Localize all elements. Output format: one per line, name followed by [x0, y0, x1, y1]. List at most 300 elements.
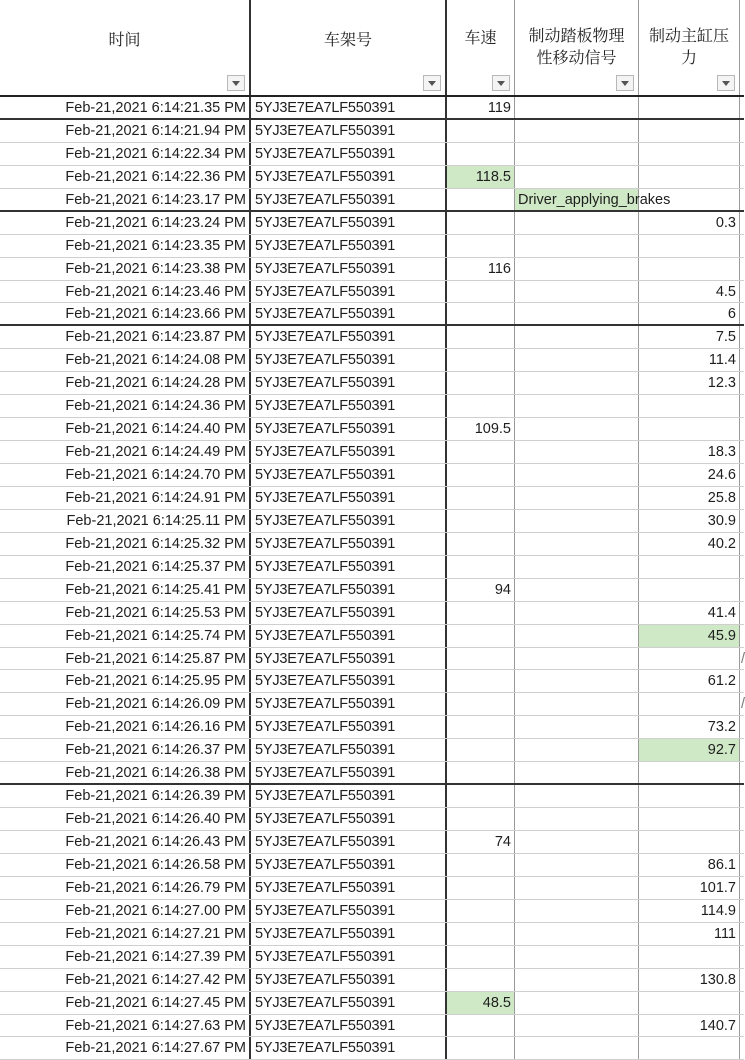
- vin-cell[interactable]: 5YJ3E7EA7LF550391: [251, 166, 447, 188]
- header-time[interactable]: [0, 0, 251, 95]
- speed-cell[interactable]: [447, 372, 515, 394]
- vin-cell[interactable]: 5YJ3E7EA7LF550391: [251, 1015, 447, 1037]
- pedal-signal-cell[interactable]: [515, 808, 639, 830]
- table-row[interactable]: [0, 143, 744, 166]
- speed-cell[interactable]: [447, 693, 515, 715]
- speed-cell[interactable]: [447, 785, 515, 807]
- pedal-signal-cell[interactable]: [515, 143, 639, 165]
- vin-cell[interactable]: 5YJ3E7EA7LF550391: [251, 326, 447, 348]
- header-pressure[interactable]: [639, 0, 740, 95]
- next-column-cell[interactable]: [740, 992, 744, 1014]
- table-row[interactable]: [0, 877, 744, 900]
- next-column-cell[interactable]: [740, 946, 744, 968]
- filter-button-pressure[interactable]: [717, 75, 735, 91]
- pedal-signal-cell[interactable]: [515, 670, 639, 692]
- speed-cell[interactable]: 118.5: [447, 166, 515, 188]
- time-cell[interactable]: Feb-21,2021 6:14:27.42 PM: [0, 969, 251, 991]
- pressure-cell[interactable]: 30.9: [639, 510, 740, 532]
- vin-cell[interactable]: 5YJ3E7EA7LF550391: [251, 923, 447, 945]
- pressure-cell[interactable]: 6: [639, 303, 740, 324]
- time-cell[interactable]: Feb-21,2021 6:14:25.53 PM: [0, 602, 251, 624]
- pressure-cell[interactable]: 18.3: [639, 441, 740, 463]
- table-row[interactable]: [0, 487, 744, 510]
- speed-cell[interactable]: 116: [447, 258, 515, 280]
- next-column-cell[interactable]: [740, 556, 744, 578]
- pedal-signal-cell[interactable]: [515, 739, 639, 761]
- table-row[interactable]: [0, 258, 744, 281]
- pedal-signal-cell[interactable]: [515, 281, 639, 303]
- pedal-signal-cell[interactable]: [515, 326, 639, 348]
- vin-cell[interactable]: 5YJ3E7EA7LF550391: [251, 877, 447, 899]
- pedal-signal-cell[interactable]: [515, 992, 639, 1014]
- next-column-cell[interactable]: [740, 1015, 744, 1037]
- next-column-cell[interactable]: [740, 579, 744, 601]
- next-column-cell[interactable]: [740, 854, 744, 876]
- vin-cell[interactable]: 5YJ3E7EA7LF550391: [251, 648, 447, 670]
- pressure-cell[interactable]: 114.9: [639, 900, 740, 922]
- next-column-cell[interactable]: [740, 510, 744, 532]
- speed-cell[interactable]: [447, 303, 515, 324]
- time-cell[interactable]: Feb-21,2021 6:14:24.36 PM: [0, 395, 251, 417]
- time-cell[interactable]: Feb-21,2021 6:14:23.87 PM: [0, 326, 251, 348]
- pedal-signal-cell[interactable]: [515, 1037, 639, 1059]
- next-column-cell[interactable]: /: [741, 650, 745, 667]
- pressure-cell[interactable]: [639, 166, 740, 188]
- speed-cell[interactable]: 109.5: [447, 418, 515, 440]
- header-next-column[interactable]: [740, 0, 744, 95]
- vin-cell[interactable]: 5YJ3E7EA7LF550391: [251, 487, 447, 509]
- next-column-cell[interactable]: [740, 808, 744, 830]
- vin-cell[interactable]: 5YJ3E7EA7LF550391: [251, 441, 447, 463]
- vin-cell[interactable]: 5YJ3E7EA7LF550391: [251, 602, 447, 624]
- speed-cell[interactable]: [447, 212, 515, 234]
- table-row[interactable]: [0, 693, 744, 716]
- speed-cell[interactable]: 48.5: [447, 992, 515, 1014]
- speed-cell[interactable]: [447, 625, 515, 647]
- pedal-signal-cell[interactable]: [515, 533, 639, 555]
- pedal-signal-cell[interactable]: [515, 97, 639, 118]
- table-row[interactable]: [0, 281, 744, 304]
- next-column-cell[interactable]: [740, 533, 744, 555]
- table-row[interactable]: [0, 372, 744, 395]
- table-row[interactable]: [0, 303, 744, 326]
- next-column-cell[interactable]: [740, 120, 744, 142]
- time-cell[interactable]: Feb-21,2021 6:14:27.21 PM: [0, 923, 251, 945]
- vin-cell[interactable]: 5YJ3E7EA7LF550391: [251, 464, 447, 486]
- speed-cell[interactable]: [447, 281, 515, 303]
- next-column-cell[interactable]: [740, 877, 744, 899]
- vin-cell[interactable]: 5YJ3E7EA7LF550391: [251, 97, 447, 118]
- next-column-cell[interactable]: [740, 602, 744, 624]
- vin-cell[interactable]: 5YJ3E7EA7LF550391: [251, 372, 447, 394]
- time-cell[interactable]: Feb-21,2021 6:14:24.70 PM: [0, 464, 251, 486]
- table-row[interactable]: [0, 556, 744, 579]
- next-column-cell[interactable]: [740, 349, 744, 371]
- pedal-signal-cell[interactable]: [515, 785, 639, 807]
- vin-cell[interactable]: 5YJ3E7EA7LF550391: [251, 120, 447, 142]
- pedal-signal-cell[interactable]: [515, 716, 639, 738]
- vin-cell[interactable]: 5YJ3E7EA7LF550391: [251, 900, 447, 922]
- pressure-cell[interactable]: [639, 693, 740, 715]
- pedal-signal-cell[interactable]: Driver_applying_brakes: [515, 189, 639, 210]
- table-row[interactable]: [0, 923, 744, 946]
- table-row[interactable]: [0, 762, 744, 785]
- pressure-cell[interactable]: 7.5: [639, 326, 740, 348]
- next-column-cell[interactable]: /: [741, 696, 745, 713]
- table-row[interactable]: [0, 900, 744, 923]
- pedal-signal-cell[interactable]: [515, 579, 639, 601]
- time-cell[interactable]: Feb-21,2021 6:14:27.63 PM: [0, 1015, 251, 1037]
- next-column-cell[interactable]: [740, 281, 744, 303]
- time-cell[interactable]: Feb-21,2021 6:14:26.09 PM: [0, 693, 251, 715]
- pedal-signal-cell[interactable]: [515, 303, 639, 324]
- vin-cell[interactable]: 5YJ3E7EA7LF550391: [251, 808, 447, 830]
- table-row[interactable]: [0, 166, 744, 189]
- time-cell[interactable]: Feb-21,2021 6:14:26.16 PM: [0, 716, 251, 738]
- next-column-cell[interactable]: [740, 625, 744, 647]
- speed-cell[interactable]: [447, 648, 515, 670]
- table-row[interactable]: [0, 831, 744, 854]
- vin-cell[interactable]: 5YJ3E7EA7LF550391: [251, 189, 447, 210]
- speed-cell[interactable]: [447, 235, 515, 257]
- pedal-signal-cell[interactable]: [515, 602, 639, 624]
- pedal-signal-cell[interactable]: [515, 946, 639, 968]
- header-speed[interactable]: [447, 0, 515, 95]
- filter-button-speed[interactable]: [492, 75, 510, 91]
- pressure-cell[interactable]: [639, 992, 740, 1014]
- next-column-cell[interactable]: [740, 464, 744, 486]
- table-row[interactable]: [0, 441, 744, 464]
- vin-cell[interactable]: 5YJ3E7EA7LF550391: [251, 625, 447, 647]
- next-column-cell[interactable]: [740, 212, 744, 234]
- vin-cell[interactable]: 5YJ3E7EA7LF550391: [251, 762, 447, 783]
- table-row[interactable]: [0, 418, 744, 441]
- speed-cell[interactable]: 74: [447, 831, 515, 853]
- pressure-cell[interactable]: [639, 648, 740, 670]
- speed-cell[interactable]: [447, 326, 515, 348]
- vin-cell[interactable]: 5YJ3E7EA7LF550391: [251, 716, 447, 738]
- speed-cell[interactable]: [447, 670, 515, 692]
- pedal-signal-cell[interactable]: [515, 877, 639, 899]
- speed-cell[interactable]: [447, 464, 515, 486]
- table-row[interactable]: [0, 625, 744, 648]
- pressure-cell[interactable]: 130.8: [639, 969, 740, 991]
- vin-cell[interactable]: 5YJ3E7EA7LF550391: [251, 831, 447, 853]
- pressure-cell[interactable]: [639, 395, 740, 417]
- vin-cell[interactable]: 5YJ3E7EA7LF550391: [251, 854, 447, 876]
- vin-cell[interactable]: 5YJ3E7EA7LF550391: [251, 969, 447, 991]
- pedal-signal-cell[interactable]: [515, 235, 639, 257]
- time-cell[interactable]: Feb-21,2021 6:14:25.95 PM: [0, 670, 251, 692]
- pressure-cell[interactable]: 140.7: [639, 1015, 740, 1037]
- speed-cell[interactable]: 94: [447, 579, 515, 601]
- speed-cell[interactable]: [447, 877, 515, 899]
- vin-cell[interactable]: 5YJ3E7EA7LF550391: [251, 739, 447, 761]
- pressure-cell[interactable]: [639, 579, 740, 601]
- time-cell[interactable]: Feb-21,2021 6:14:25.37 PM: [0, 556, 251, 578]
- table-row[interactable]: [0, 189, 744, 212]
- vin-cell[interactable]: 5YJ3E7EA7LF550391: [251, 235, 447, 257]
- table-row[interactable]: [0, 946, 744, 969]
- vin-cell[interactable]: 5YJ3E7EA7LF550391: [251, 281, 447, 303]
- pedal-signal-cell[interactable]: [515, 762, 639, 783]
- vin-cell[interactable]: 5YJ3E7EA7LF550391: [251, 556, 447, 578]
- table-row[interactable]: [0, 785, 744, 808]
- speed-cell[interactable]: [447, 441, 515, 463]
- pedal-signal-cell[interactable]: [515, 441, 639, 463]
- time-cell[interactable]: Feb-21,2021 6:14:27.00 PM: [0, 900, 251, 922]
- pedal-signal-cell[interactable]: [515, 900, 639, 922]
- pressure-cell[interactable]: [639, 418, 740, 440]
- pedal-signal-cell[interactable]: [515, 510, 639, 532]
- time-cell[interactable]: Feb-21,2021 6:14:25.41 PM: [0, 579, 251, 601]
- vin-cell[interactable]: 5YJ3E7EA7LF550391: [251, 349, 447, 371]
- pressure-cell[interactable]: 73.2: [639, 716, 740, 738]
- time-cell[interactable]: Feb-21,2021 6:14:25.87 PM: [0, 648, 251, 670]
- next-column-cell[interactable]: [740, 372, 744, 394]
- speed-cell[interactable]: [447, 923, 515, 945]
- next-column-cell[interactable]: [740, 969, 744, 991]
- pedal-signal-cell[interactable]: [515, 395, 639, 417]
- table-row[interactable]: [0, 120, 744, 143]
- table-row[interactable]: [0, 235, 744, 258]
- next-column-cell[interactable]: [740, 235, 744, 257]
- next-column-cell[interactable]: [740, 1037, 744, 1059]
- pedal-signal-cell[interactable]: [515, 464, 639, 486]
- time-cell[interactable]: Feb-21,2021 6:14:25.32 PM: [0, 533, 251, 555]
- table-row[interactable]: [0, 464, 744, 487]
- speed-cell[interactable]: [447, 808, 515, 830]
- next-column-cell[interactable]: [740, 326, 744, 348]
- filter-button-vin[interactable]: [423, 75, 441, 91]
- table-row[interactable]: [0, 395, 744, 418]
- next-column-cell[interactable]: [740, 762, 744, 783]
- speed-cell[interactable]: [447, 716, 515, 738]
- pressure-cell[interactable]: [639, 97, 740, 118]
- next-column-cell[interactable]: [740, 785, 744, 807]
- pressure-cell[interactable]: 4.5: [639, 281, 740, 303]
- table-row[interactable]: [0, 739, 744, 762]
- speed-cell[interactable]: [447, 762, 515, 783]
- time-cell[interactable]: Feb-21,2021 6:14:25.74 PM: [0, 625, 251, 647]
- pressure-cell[interactable]: [639, 946, 740, 968]
- speed-cell[interactable]: [447, 349, 515, 371]
- vin-cell[interactable]: 5YJ3E7EA7LF550391: [251, 693, 447, 715]
- pressure-cell[interactable]: [639, 556, 740, 578]
- pressure-cell[interactable]: 41.4: [639, 602, 740, 624]
- pedal-signal-cell[interactable]: [515, 648, 639, 670]
- speed-cell[interactable]: [447, 510, 515, 532]
- time-cell[interactable]: Feb-21,2021 6:14:22.34 PM: [0, 143, 251, 165]
- pressure-cell[interactable]: [639, 762, 740, 783]
- table-row[interactable]: [0, 349, 744, 372]
- vin-cell[interactable]: 5YJ3E7EA7LF550391: [251, 510, 447, 532]
- speed-cell[interactable]: [447, 854, 515, 876]
- pressure-cell[interactable]: [639, 143, 740, 165]
- next-column-cell[interactable]: [740, 418, 744, 440]
- speed-cell[interactable]: [447, 946, 515, 968]
- speed-cell[interactable]: [447, 556, 515, 578]
- next-column-cell[interactable]: [740, 441, 744, 463]
- time-cell[interactable]: Feb-21,2021 6:14:26.40 PM: [0, 808, 251, 830]
- vin-cell[interactable]: 5YJ3E7EA7LF550391: [251, 785, 447, 807]
- next-column-cell[interactable]: [740, 716, 744, 738]
- next-column-cell[interactable]: [740, 900, 744, 922]
- pressure-cell[interactable]: 0.3: [639, 212, 740, 234]
- next-column-cell[interactable]: [740, 166, 744, 188]
- pressure-cell[interactable]: [639, 831, 740, 853]
- speed-cell[interactable]: [447, 739, 515, 761]
- table-row[interactable]: [0, 579, 744, 602]
- vin-cell[interactable]: 5YJ3E7EA7LF550391: [251, 946, 447, 968]
- speed-cell[interactable]: [447, 969, 515, 991]
- next-column-cell[interactable]: [740, 831, 744, 853]
- pedal-signal-cell[interactable]: [515, 120, 639, 142]
- speed-cell[interactable]: [447, 487, 515, 509]
- pressure-cell[interactable]: 11.4: [639, 349, 740, 371]
- speed-cell[interactable]: [447, 533, 515, 555]
- pedal-signal-cell[interactable]: [515, 258, 639, 280]
- speed-cell[interactable]: [447, 395, 515, 417]
- pressure-cell[interactable]: 24.6: [639, 464, 740, 486]
- table-row[interactable]: [0, 716, 744, 739]
- next-column-cell[interactable]: [740, 258, 744, 280]
- table-row[interactable]: [0, 326, 744, 349]
- vin-cell[interactable]: 5YJ3E7EA7LF550391: [251, 395, 447, 417]
- table-row[interactable]: [0, 648, 744, 671]
- next-column-cell[interactable]: [740, 487, 744, 509]
- filter-button-pedal[interactable]: [616, 75, 634, 91]
- next-column-cell[interactable]: [740, 670, 744, 692]
- vin-cell[interactable]: 5YJ3E7EA7LF550391: [251, 992, 447, 1014]
- speed-cell[interactable]: [447, 900, 515, 922]
- table-row[interactable]: [0, 97, 744, 120]
- next-column-cell[interactable]: [740, 303, 744, 324]
- pressure-cell[interactable]: [639, 258, 740, 280]
- table-row[interactable]: [0, 212, 744, 235]
- pedal-signal-cell[interactable]: [515, 166, 639, 188]
- table-row[interactable]: [0, 510, 744, 533]
- time-cell[interactable]: Feb-21,2021 6:14:24.49 PM: [0, 441, 251, 463]
- pressure-cell[interactable]: 12.3: [639, 372, 740, 394]
- time-cell[interactable]: Feb-21,2021 6:14:22.36 PM: [0, 166, 251, 188]
- next-column-cell[interactable]: [740, 97, 744, 118]
- pressure-cell[interactable]: 111: [639, 923, 740, 945]
- time-cell[interactable]: Feb-21,2021 6:14:24.40 PM: [0, 418, 251, 440]
- table-row[interactable]: [0, 854, 744, 877]
- pedal-signal-cell[interactable]: [515, 693, 639, 715]
- time-cell[interactable]: Feb-21,2021 6:14:23.38 PM: [0, 258, 251, 280]
- vin-cell[interactable]: 5YJ3E7EA7LF550391: [251, 418, 447, 440]
- time-cell[interactable]: Feb-21,2021 6:14:24.08 PM: [0, 349, 251, 371]
- header-vin[interactable]: [251, 0, 447, 95]
- table-row[interactable]: [0, 602, 744, 625]
- pedal-signal-cell[interactable]: [515, 854, 639, 876]
- next-column-cell[interactable]: [740, 739, 744, 761]
- pressure-cell[interactable]: [639, 120, 740, 142]
- next-column-cell[interactable]: [740, 923, 744, 945]
- pedal-signal-cell[interactable]: [515, 418, 639, 440]
- time-cell[interactable]: Feb-21,2021 6:14:24.28 PM: [0, 372, 251, 394]
- time-cell[interactable]: Feb-21,2021 6:14:26.37 PM: [0, 739, 251, 761]
- time-cell[interactable]: Feb-21,2021 6:14:21.35 PM: [0, 97, 251, 118]
- speed-cell[interactable]: [447, 120, 515, 142]
- time-cell[interactable]: Feb-21,2021 6:14:25.11 PM: [0, 510, 251, 532]
- pressure-cell[interactable]: [639, 235, 740, 257]
- time-cell[interactable]: Feb-21,2021 6:14:26.39 PM: [0, 785, 251, 807]
- time-cell[interactable]: Feb-21,2021 6:14:23.17 PM: [0, 189, 251, 210]
- table-row[interactable]: [0, 808, 744, 831]
- time-cell[interactable]: Feb-21,2021 6:14:24.91 PM: [0, 487, 251, 509]
- vin-cell[interactable]: 5YJ3E7EA7LF550391: [251, 143, 447, 165]
- time-cell[interactable]: Feb-21,2021 6:14:26.43 PM: [0, 831, 251, 853]
- next-column-cell[interactable]: [740, 143, 744, 165]
- vin-cell[interactable]: 5YJ3E7EA7LF550391: [251, 1037, 447, 1059]
- table-row[interactable]: [0, 533, 744, 556]
- pressure-cell[interactable]: [639, 1037, 740, 1059]
- time-cell[interactable]: Feb-21,2021 6:14:26.79 PM: [0, 877, 251, 899]
- time-cell[interactable]: Feb-21,2021 6:14:23.66 PM: [0, 303, 251, 324]
- pressure-cell[interactable]: [639, 785, 740, 807]
- vin-cell[interactable]: 5YJ3E7EA7LF550391: [251, 579, 447, 601]
- vin-cell[interactable]: 5YJ3E7EA7LF550391: [251, 670, 447, 692]
- time-cell[interactable]: Feb-21,2021 6:14:27.67 PM: [0, 1037, 251, 1059]
- pressure-cell[interactable]: 40.2: [639, 533, 740, 555]
- header-pedal[interactable]: [515, 0, 639, 95]
- pedal-signal-cell[interactable]: [515, 556, 639, 578]
- table-row[interactable]: [0, 1015, 744, 1038]
- pedal-signal-cell[interactable]: [515, 969, 639, 991]
- table-row[interactable]: [0, 992, 744, 1015]
- pressure-cell[interactable]: 25.8: [639, 487, 740, 509]
- speed-cell[interactable]: [447, 1015, 515, 1037]
- time-cell[interactable]: Feb-21,2021 6:14:26.38 PM: [0, 762, 251, 783]
- vin-cell[interactable]: 5YJ3E7EA7LF550391: [251, 212, 447, 234]
- pedal-signal-cell[interactable]: [515, 923, 639, 945]
- time-cell[interactable]: Feb-21,2021 6:14:21.94 PM: [0, 120, 251, 142]
- table-row[interactable]: [0, 969, 744, 992]
- next-column-cell[interactable]: [740, 395, 744, 417]
- vin-cell[interactable]: 5YJ3E7EA7LF550391: [251, 303, 447, 324]
- pedal-signal-cell[interactable]: [515, 1015, 639, 1037]
- speed-cell[interactable]: 119: [447, 97, 515, 118]
- pedal-signal-cell[interactable]: [515, 372, 639, 394]
- pedal-signal-cell[interactable]: [515, 212, 639, 234]
- pedal-signal-cell[interactable]: [515, 349, 639, 371]
- time-cell[interactable]: Feb-21,2021 6:14:26.58 PM: [0, 854, 251, 876]
- time-cell[interactable]: Feb-21,2021 6:14:23.35 PM: [0, 235, 251, 257]
- speed-cell[interactable]: [447, 1037, 515, 1059]
- table-row[interactable]: [0, 670, 744, 693]
- pressure-cell[interactable]: 86.1: [639, 854, 740, 876]
- speed-cell[interactable]: [447, 143, 515, 165]
- filter-button-time[interactable]: [227, 75, 245, 91]
- time-cell[interactable]: Feb-21,2021 6:14:27.39 PM: [0, 946, 251, 968]
- pedal-signal-cell[interactable]: [515, 487, 639, 509]
- pressure-cell[interactable]: [639, 808, 740, 830]
- pedal-signal-cell[interactable]: [515, 625, 639, 647]
- pressure-cell[interactable]: 101.7: [639, 877, 740, 899]
- pedal-signal-cell[interactable]: [515, 831, 639, 853]
- pressure-cell[interactable]: 61.2: [639, 670, 740, 692]
- vin-cell[interactable]: 5YJ3E7EA7LF550391: [251, 258, 447, 280]
- vin-cell[interactable]: 5YJ3E7EA7LF550391: [251, 533, 447, 555]
- pressure-cell[interactable]: 92.7: [639, 739, 740, 761]
- time-cell[interactable]: Feb-21,2021 6:14:23.24 PM: [0, 212, 251, 234]
- time-cell[interactable]: Feb-21,2021 6:14:27.45 PM: [0, 992, 251, 1014]
- speed-cell[interactable]: [447, 189, 515, 210]
- table-row[interactable]: [0, 1037, 744, 1060]
